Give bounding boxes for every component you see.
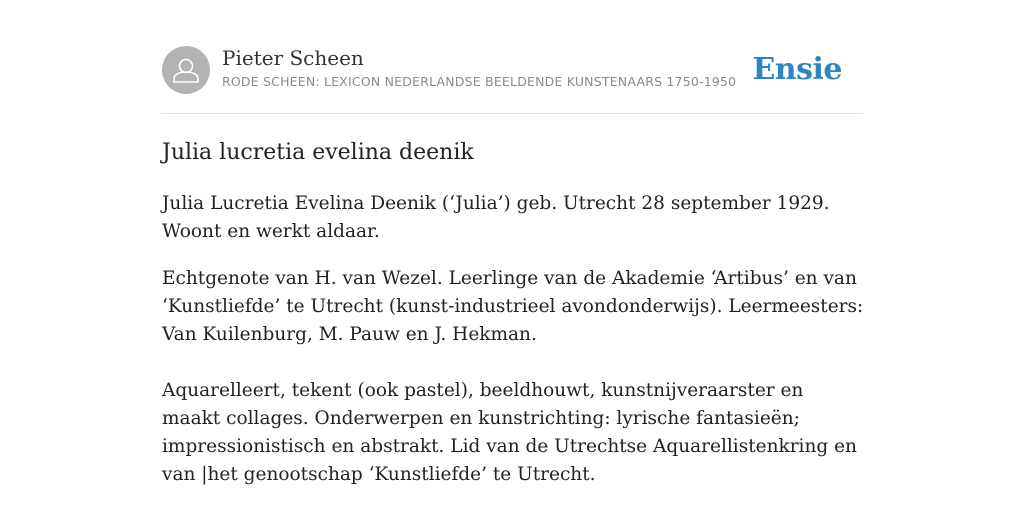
author-name[interactable]: Pieter Scheen [222,46,364,70]
article-body [162,190,867,489]
header-divider [162,113,862,114]
article-header [162,46,862,96]
source-name[interactable]: RODE SCHEEN: LEXICON NEDERLANDSE BEELDENDE KUNSTENAARS 1750-1950 [222,74,737,89]
paragraph: Julia Lucretia Evelina Deenik (‘Julia’) geb. Utrecht 28 september 1929. Woont en werkt aldaar. [162,193,830,242]
article-title: Julia lucretia evelina deenik [162,140,474,165]
user-placeholder-icon [162,46,210,94]
paragraph: Aquarelleert, tekent (ook pastel), beeldhouwt, kunstnijveraarster en maakt collages. Onderwerpen en kunstrichting: lyrische fantasieën; impressionistisch en abstrakt. Lid van de Utrechtse Aquarellistenkring en van |het genootschap ‘Kunstliefde’ te Utrecht. [162,380,857,485]
paragraph: Echtgenote van H. van Wezel. Leerlinge van de Akademie ‘Artibus’ en van ‘Kunstliefde’ te Utrecht (kunst-industrieel avondonderwijs). Leermeesters: Van Kuilenburg, M. Pauw en J. Hekman. [162,268,864,345]
ensie-logo[interactable]: Ensie [752,52,842,87]
author-avatar[interactable] [162,46,210,94]
